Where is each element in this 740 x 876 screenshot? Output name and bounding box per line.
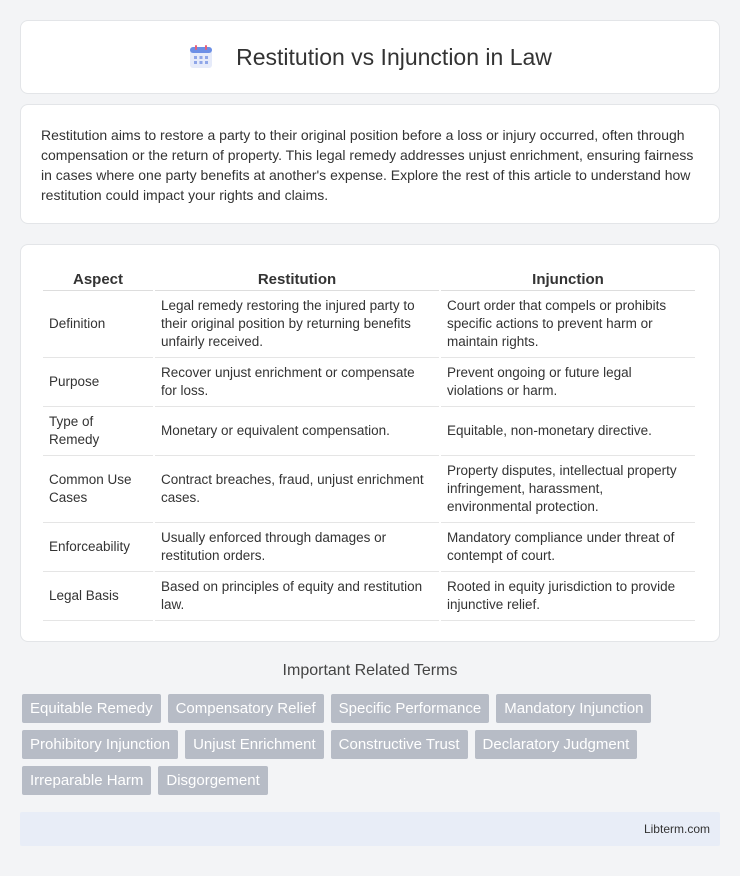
footer — [20, 812, 720, 846]
term-tag[interactable]: Prohibitory Injunction — [22, 730, 178, 759]
term-tag[interactable]: Constructive Trust — [331, 730, 468, 759]
header-card — [20, 20, 720, 94]
term-tag[interactable]: Declaratory Judgment — [475, 730, 638, 759]
table-cell: Monetary or equivalent compensation. — [155, 407, 439, 456]
term-tag[interactable]: Disgorgement — [158, 766, 267, 795]
comparison-card — [20, 244, 720, 642]
table-row — [43, 291, 695, 358]
column-header: Aspect — [43, 265, 153, 291]
table-header-row — [43, 265, 695, 291]
comparison-table — [41, 265, 697, 621]
table-cell: Usually enforced through damages or restitution orders. — [155, 523, 439, 572]
related-terms-list — [22, 694, 722, 795]
table-cell: Prevent ongoing or future legal violations or harm. — [441, 358, 695, 407]
table-cell: Common Use Cases — [43, 456, 153, 523]
table-cell: Equitable, non-monetary directive. — [441, 407, 695, 456]
term-tag[interactable]: Mandatory Injunction — [496, 694, 651, 723]
related-terms-title: Important Related Terms — [282, 662, 458, 679]
table-cell: Recover unjust enrichment or compensate for loss. — [155, 358, 439, 407]
table-cell: Contract breaches, fraud, unjust enrichment cases. — [155, 456, 439, 523]
table-cell: Legal remedy restoring the injured party to their original position by returning benefits unfairly received. — [155, 291, 439, 358]
table-row — [43, 407, 695, 456]
table-cell: Rooted in equity jurisdiction to provide injunctive relief. — [441, 572, 695, 621]
table-row — [43, 523, 695, 572]
table-row — [43, 456, 695, 523]
page-title: Restitution vs Injunction in Law — [236, 43, 552, 70]
table-cell: Enforceability — [43, 523, 153, 572]
term-tag[interactable]: Irreparable Harm — [22, 766, 151, 795]
table-cell: Type of Remedy — [43, 407, 153, 456]
term-tag[interactable]: Unjust Enrichment — [185, 730, 324, 759]
table-cell: Based on principles of equity and restitution law. — [155, 572, 439, 621]
term-tag[interactable]: Equitable Remedy — [22, 694, 161, 723]
table-cell: Mandatory compliance under threat of contempt of court. — [441, 523, 695, 572]
column-header: Restitution — [155, 265, 439, 291]
intro-card — [20, 104, 720, 224]
term-tag[interactable]: Specific Performance — [331, 694, 490, 723]
table-cell: Property disputes, intellectual property infringement, harassment, environmental protection. — [441, 456, 695, 523]
intro-text: Restitution aims to restore a party to their original position before a loss or injury occurred, often through compensation or the return of property. This legal remedy addresses unjust enrichment, ensuring fairness in cases where one party benefits at another's expense. Explore the rest of this article to understand how restitution could impact your rights and claims. — [41, 127, 694, 203]
table-row — [43, 358, 695, 407]
table-cell: Legal Basis — [43, 572, 153, 621]
table-cell: Definition — [43, 291, 153, 358]
term-tag[interactable]: Compensatory Relief — [168, 694, 324, 723]
table-row — [43, 572, 695, 621]
footer-link[interactable]: Libterm.com — [643, 822, 710, 836]
calendar-icon — [188, 44, 214, 70]
column-header: Injunction — [441, 265, 695, 291]
table-cell: Court order that compels or prohibits specific actions to prevent harm or maintain rights. — [441, 291, 695, 358]
table-cell: Purpose — [43, 358, 153, 407]
